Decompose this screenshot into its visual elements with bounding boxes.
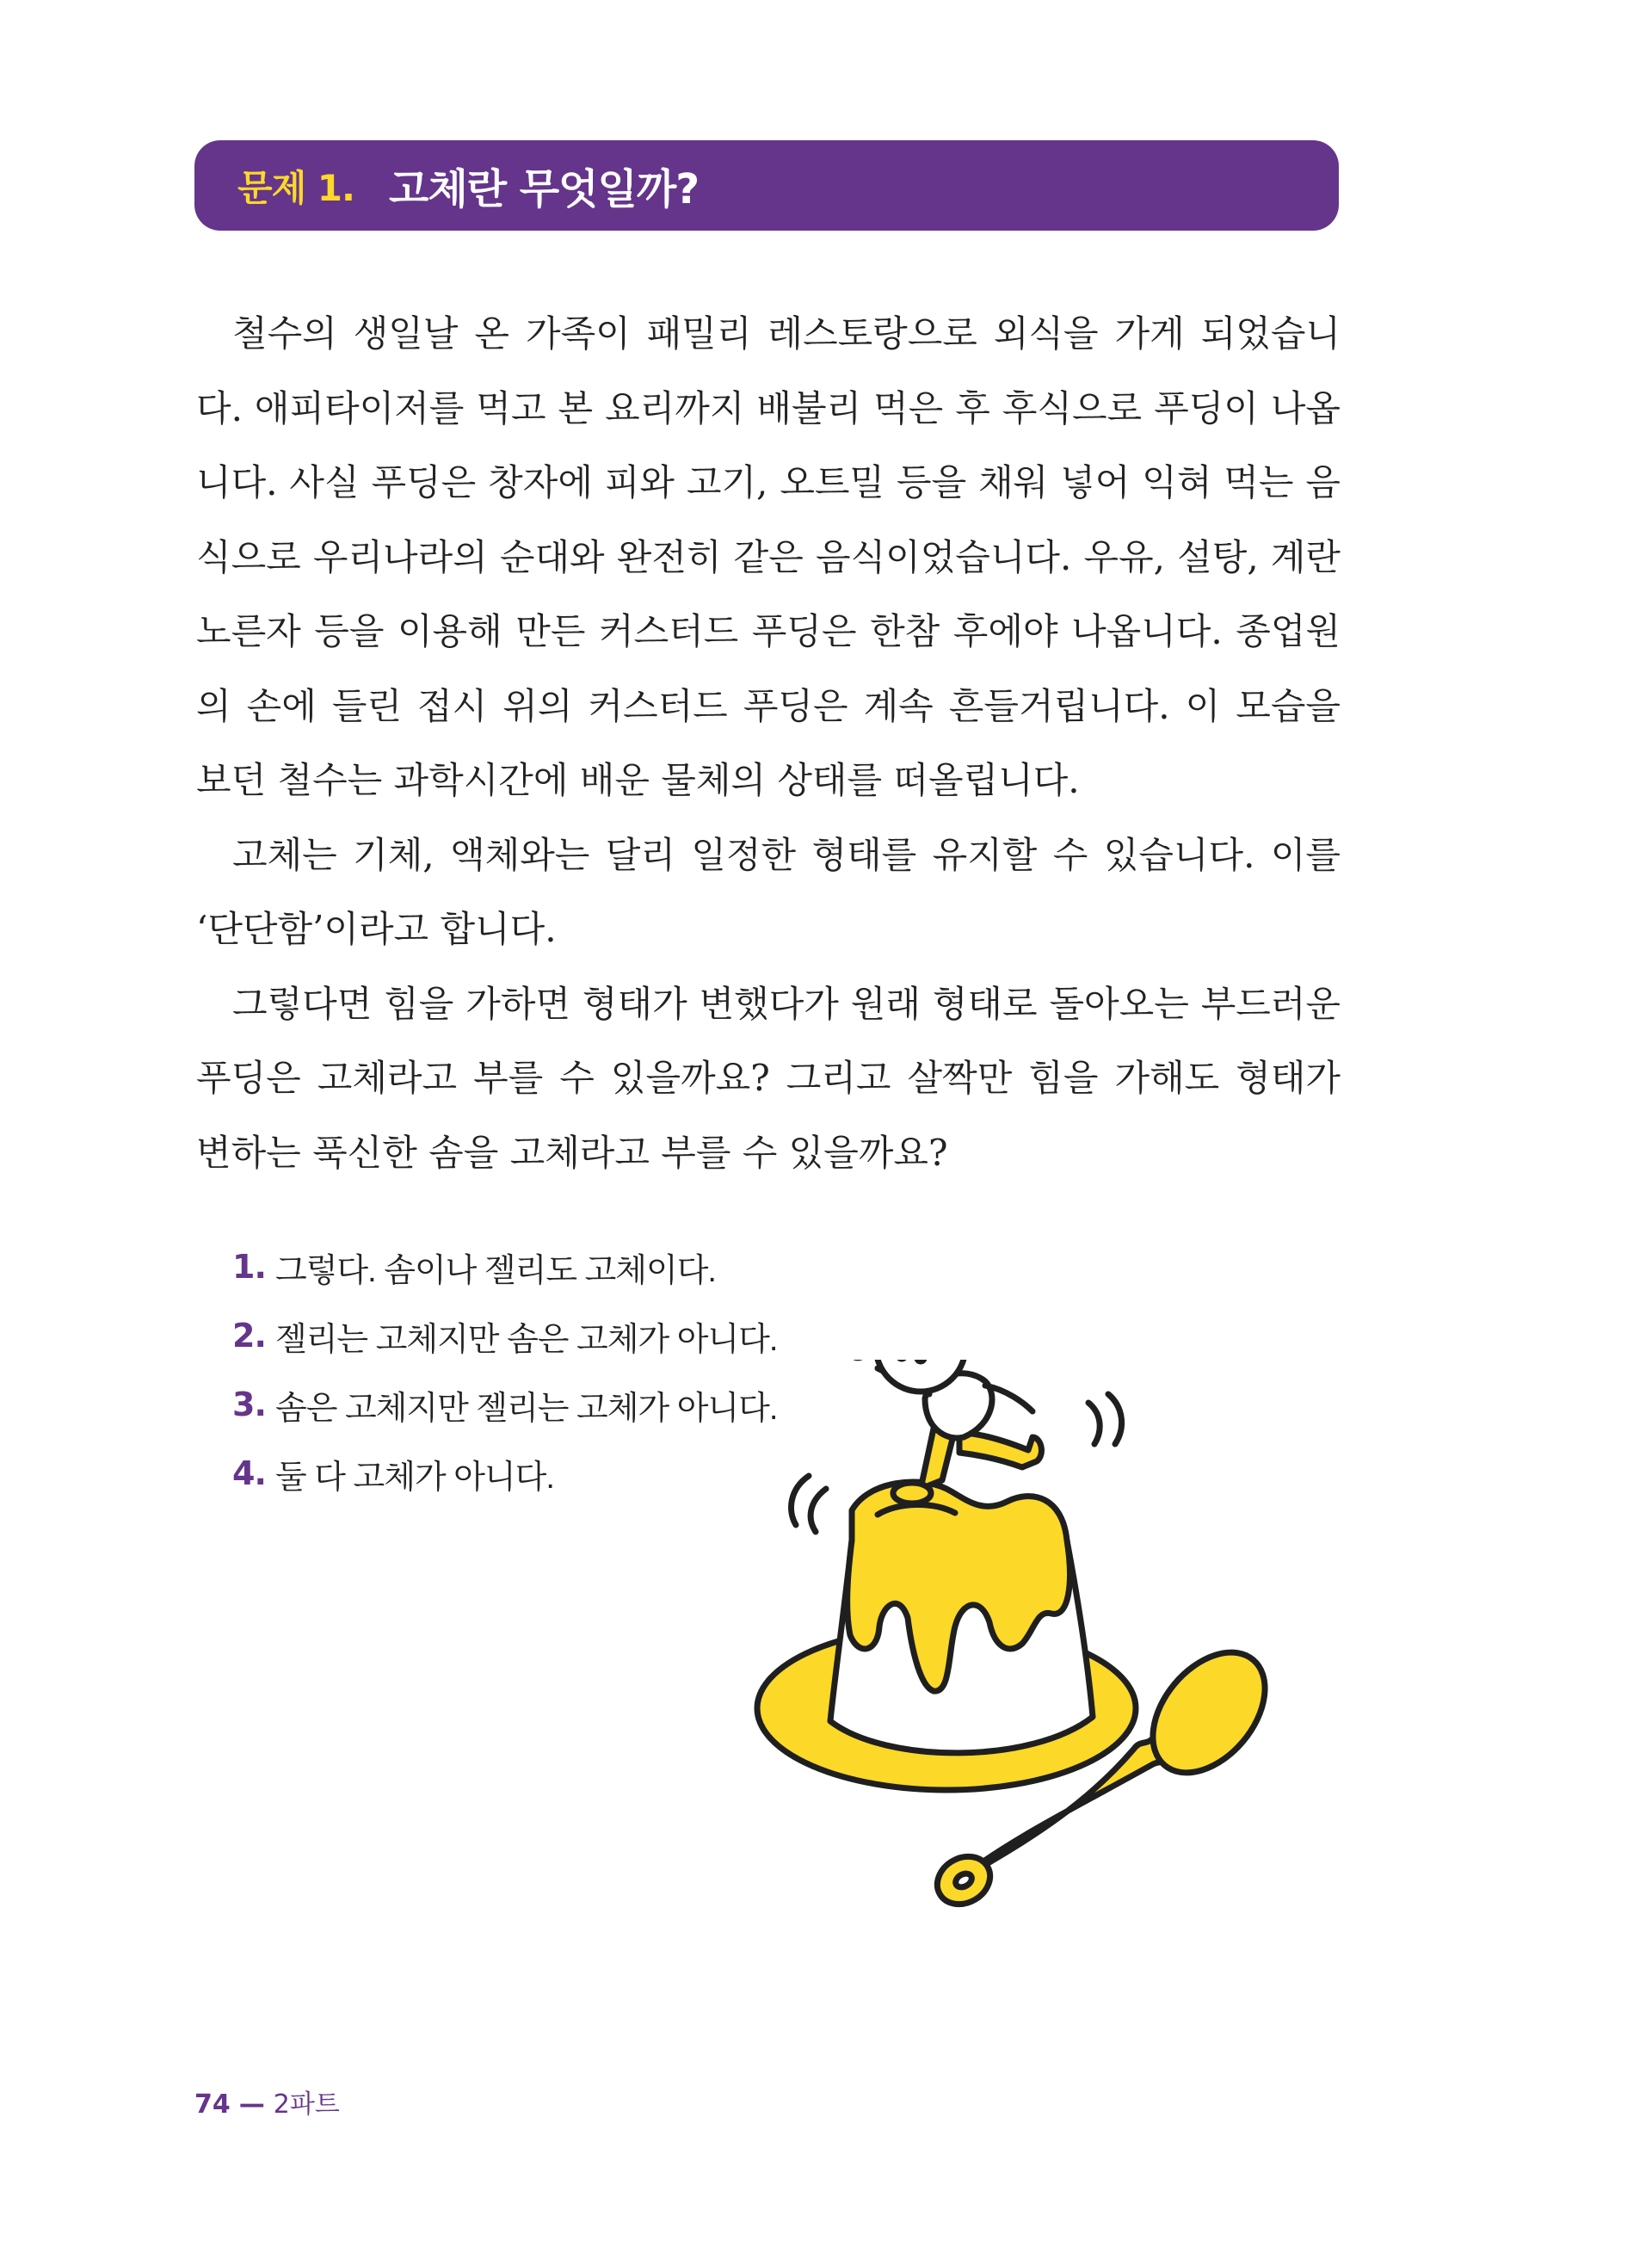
option-text: 둘 다 고체가 아니다. [275, 1459, 554, 1496]
option-number: 2. [232, 1317, 266, 1355]
page-number: 74 [194, 2089, 231, 2120]
footer-separator: — [238, 2089, 265, 2120]
question-number-label: 문제 1. [237, 166, 354, 209]
story-text [196, 297, 1341, 1190]
option-text: 젤리는 고체지만 솜은 고체가 아니다. [275, 1321, 778, 1358]
page-footer [194, 2083, 340, 2120]
question-header [194, 140, 1339, 231]
option-text: 솜은 고체지만 젤리는 고체가 아니다. [275, 1390, 778, 1427]
motion-lines-right-icon [1088, 1403, 1100, 1444]
option-text: 그렇다. 솜이나 젤리도 고체이다. [275, 1252, 716, 1289]
paragraph: 고체는 기체, 액체와는 달리 일정한 형태를 유지할 수 있습니다. 이를 ‘단단함’이라고 합니다. [196, 833, 1341, 950]
question-title: 고체란 무엇일까? [388, 165, 700, 213]
answer-option-3[interactable] [232, 1370, 777, 1439]
answer-option-1[interactable] [232, 1232, 777, 1301]
answer-option-2[interactable] [232, 1301, 777, 1370]
part-label: 2파트 [273, 2089, 340, 2120]
option-number: 1. [232, 1248, 266, 1286]
child-character-icon [848, 1360, 1042, 1503]
motion-lines-left-icon [811, 1489, 826, 1532]
option-number: 3. [232, 1386, 266, 1423]
pudding-illustration [749, 1360, 1351, 1928]
paragraph: 그렇다면 힘을 가하면 형태가 변했다가 원래 형태로 돌아오는 부드러운 푸딩은 고체라고 부를 수 있을까요? 그리고 살짝만 힘을 가해도 형태가 변하는 푹신한 솜을 고체라고 부를 수 있을까요? [196, 982, 1341, 1174]
option-number: 4. [232, 1454, 266, 1492]
answer-option-4[interactable] [232, 1439, 777, 1508]
paragraph: 철수의 생일날 온 가족이 패밀리 레스토랑으로 외식을 가게 되었습니다. 애피타이저를 먹고 본 요리까지 배불리 먹은 후 후식으로 푸딩이 나옵니다. 사실 푸딩은 창자에 피와 고기, 오트밀 등을 채워 넣어 익혀 먹는 음식으로 우리나라의 순대와 완전히 같은 음식이었습니다. 우유, 설탕, 계란 노른자 등을 이용해 만든 커스터드 푸딩은 한참 후에야 나옵니다. 종업원의 손에 들린 접시 위의 커스터드 푸딩은 계속 흔들거립니다. 이 모습을 보던 철수는 과학시간에 배운 물체의 상태를 떠올립니다. [196, 312, 1341, 801]
answer-options [232, 1232, 777, 1508]
